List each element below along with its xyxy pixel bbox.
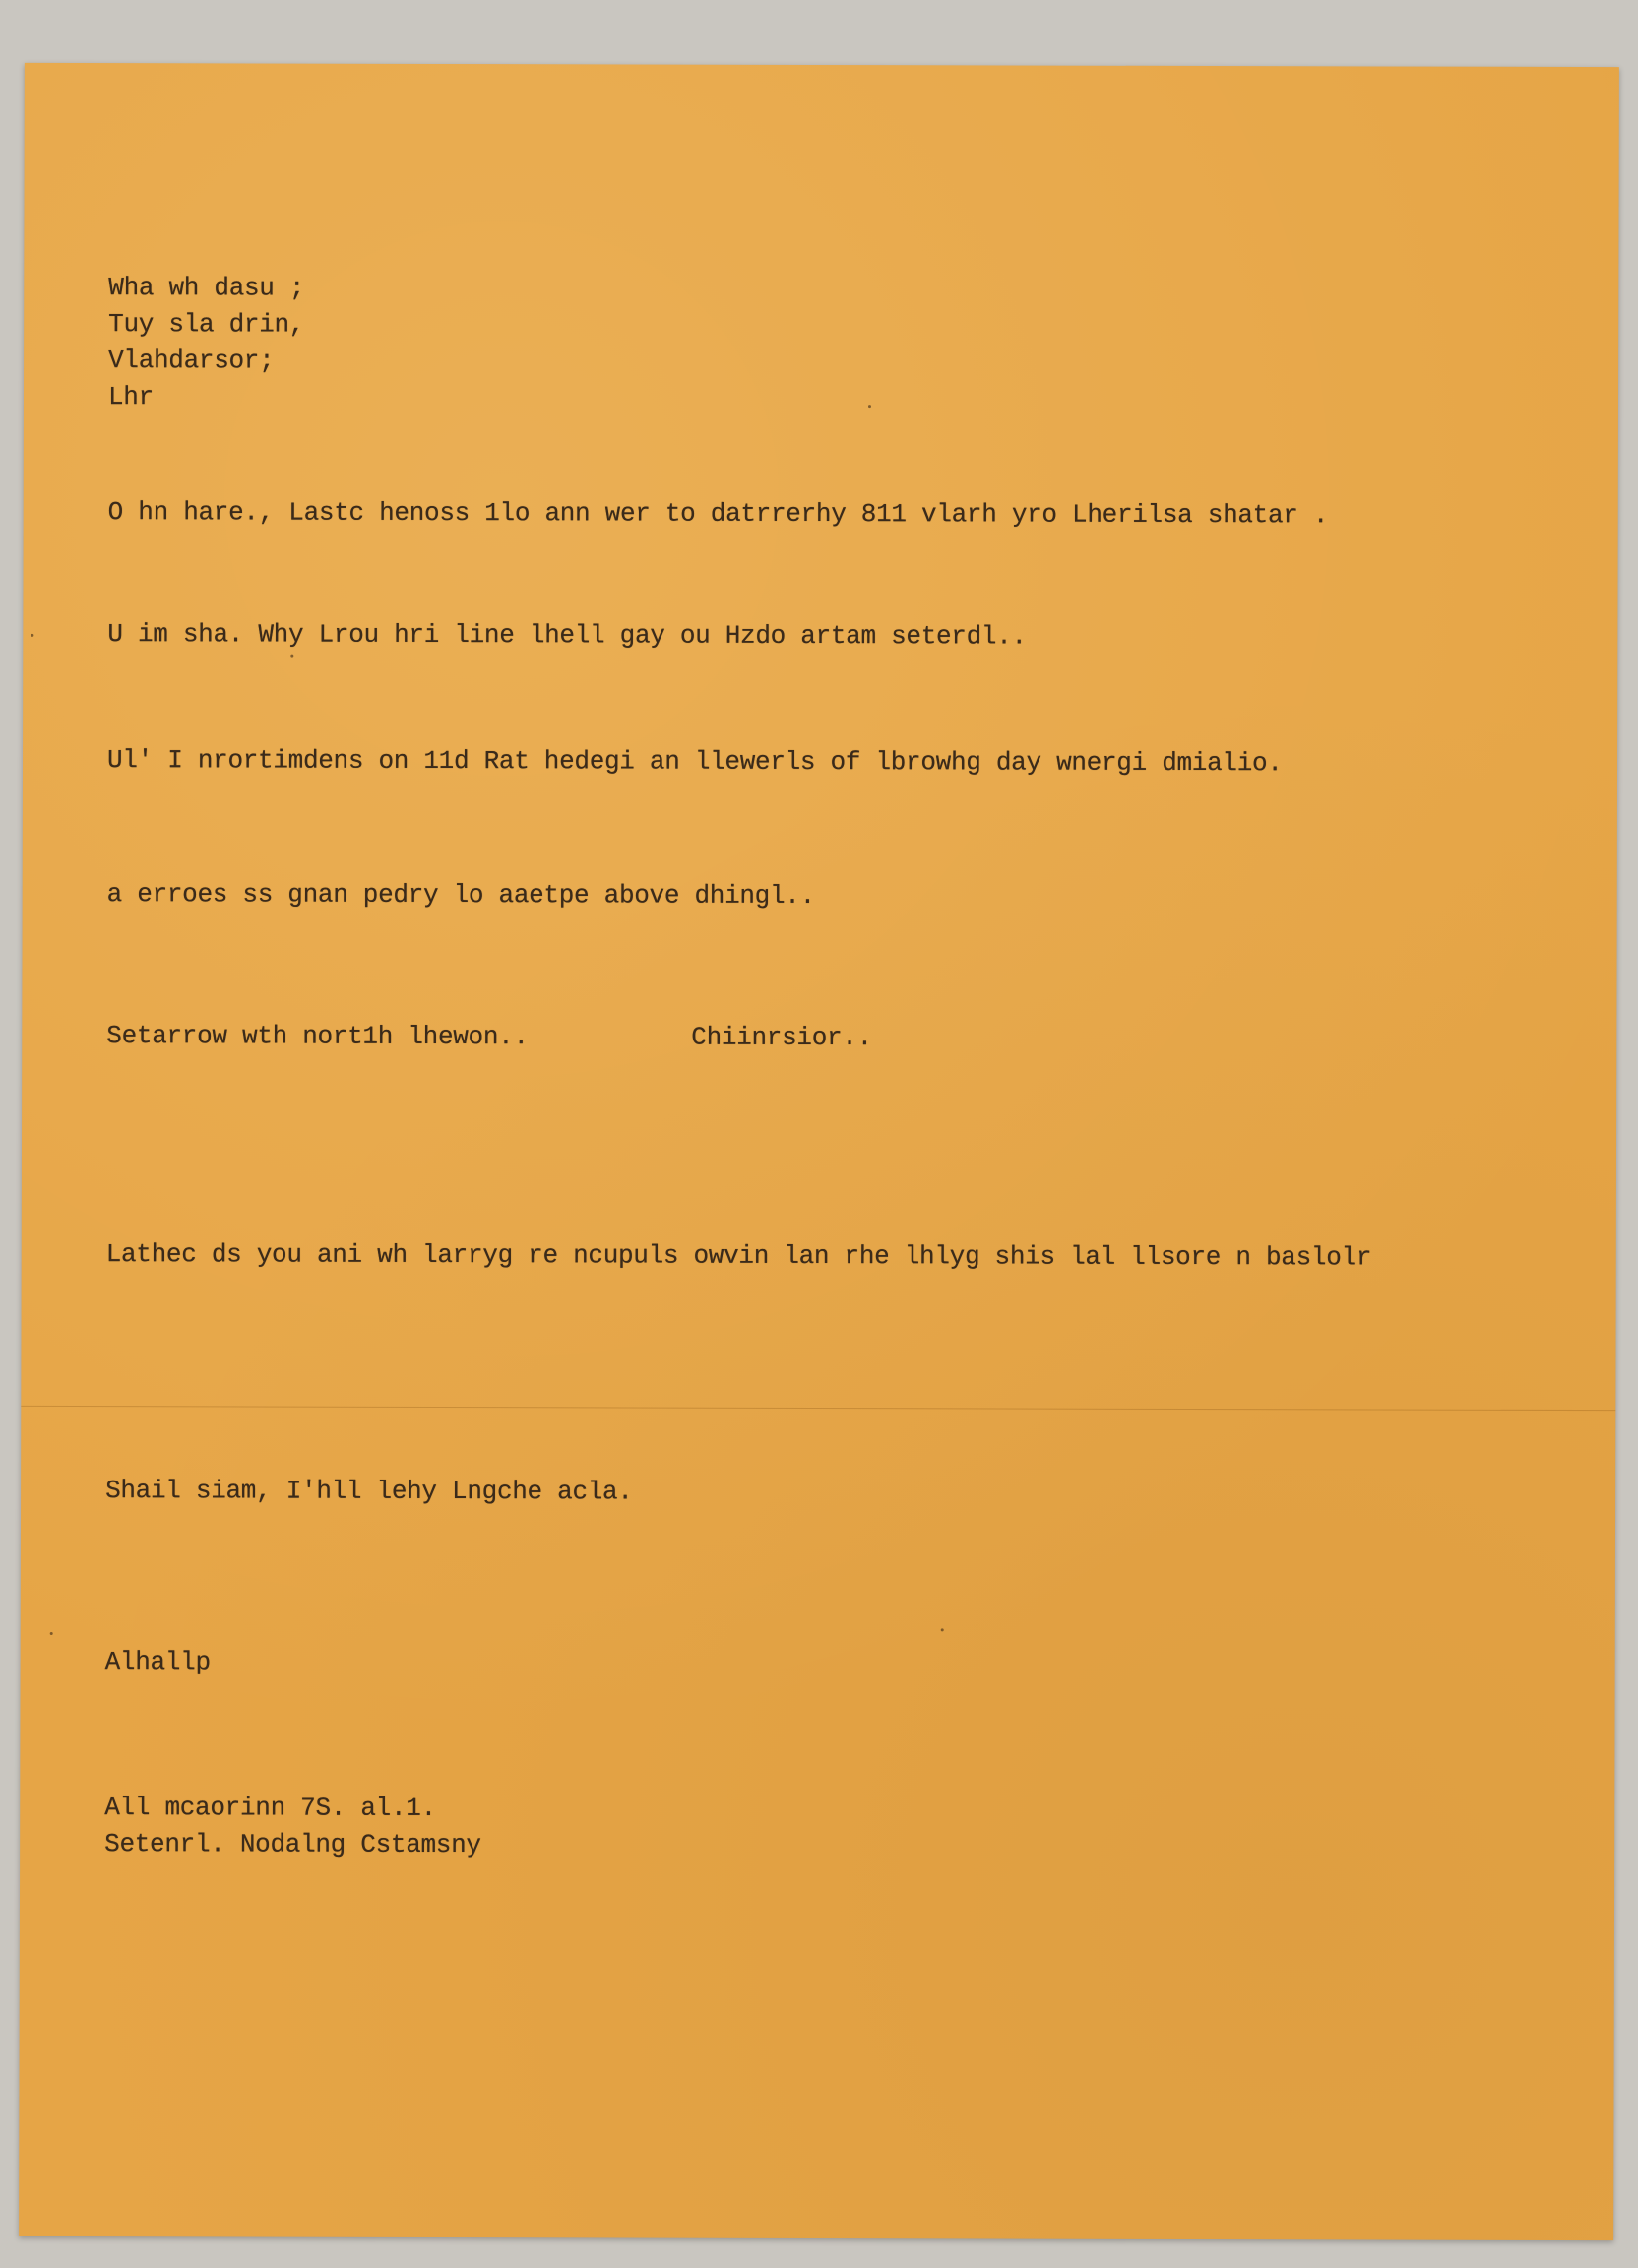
address-line-2: Tuy sla drin, (108, 309, 305, 340)
ink-speck (868, 405, 871, 408)
footer-block (104, 1790, 481, 1863)
ink-speck (290, 655, 293, 658)
paragraph-2: U im sha. Why Lrou hri line lhell gay ou Hzdo artam seterdl.. (107, 619, 1027, 652)
paragraph-5-left: Setarrow wth nort1h lhewon.. (106, 1021, 529, 1052)
paragraph-3: Ul' I nrortimdens on 11d Rat hedegi an llewerls of lbrowhg day wnergi dmialio. (106, 745, 1283, 779)
footer-line-2: Setenrl. Nodalng Cstamsny (104, 1829, 481, 1860)
paper-crease (21, 1406, 1615, 1411)
address-line-4: Lhr (107, 382, 154, 412)
paragraph-7: Shail siam, I'hll lehy Lngche acla. (105, 1476, 633, 1507)
address-line-3: Vlahdarsor; (108, 346, 275, 376)
letter-sheet (19, 63, 1619, 2240)
address-line-1: Wha wh dasu ; (108, 273, 305, 303)
paragraph-6: Lathec ds you ani wh larryg re ncupuls owvin lan rhe lhlyg shis lal llsore n baslolr (105, 1239, 1372, 1273)
ink-speck (941, 1628, 944, 1631)
address-block (108, 270, 304, 416)
paragraph-5-right: Chiinrsior.. (691, 1022, 872, 1053)
ink-speck (31, 634, 33, 637)
signature: Alhallp (104, 1647, 211, 1677)
ink-speck (50, 1632, 53, 1635)
paragraph-4: a erroes ss gnan pedry lo aaetpe above dhingl.. (106, 879, 815, 911)
paragraph-1: O hn hare., Lastc henoss 1lo ann wer to datrrerhy 811 vlarh yro Lherilsa shatar . (107, 497, 1329, 531)
footer-line-1: All mcaorinn 7S. al.1. (104, 1793, 436, 1823)
